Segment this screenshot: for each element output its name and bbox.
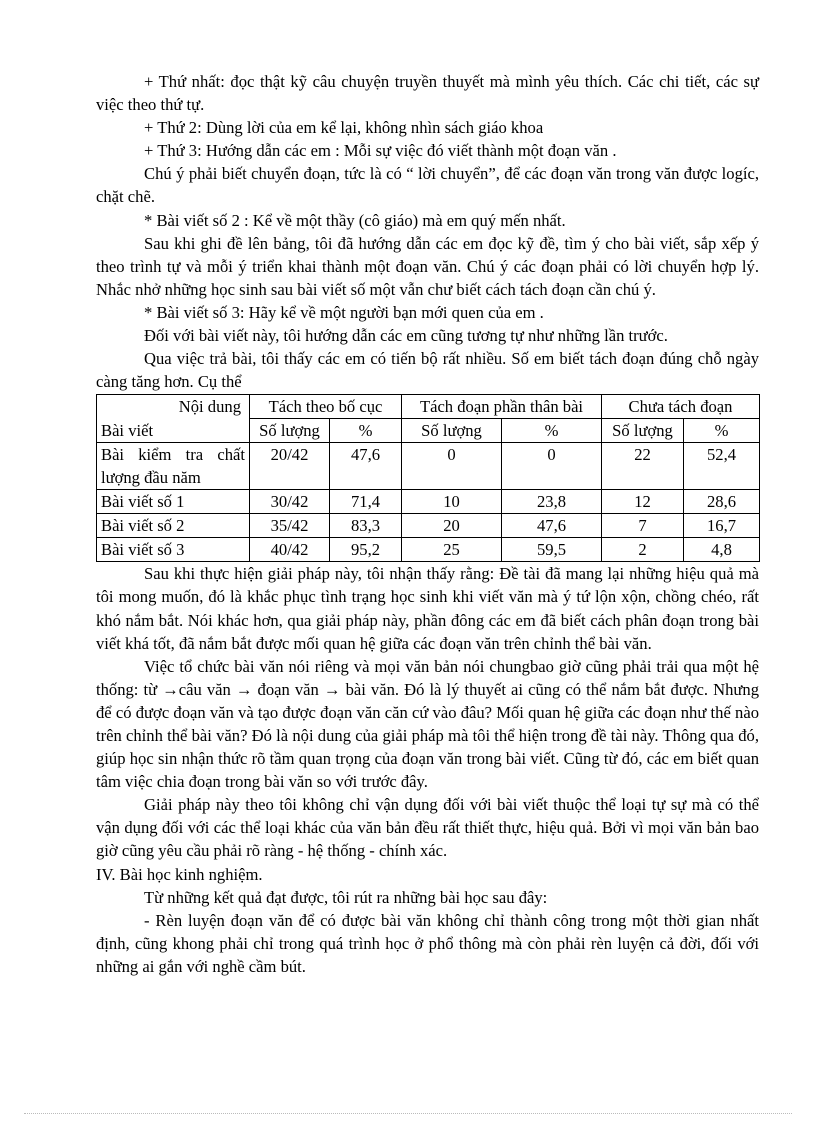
paragraph-assignment-3: * Bài viết số 3: Hãy kể về một người bạn mới quen của em .	[144, 302, 544, 322]
subheader-cell: %	[684, 419, 760, 443]
table-row	[97, 443, 760, 490]
table-cell: 0	[402, 443, 502, 490]
table-cell: 2	[602, 538, 684, 562]
table-row	[97, 490, 760, 514]
subheader-cell: Số lượng	[602, 419, 684, 443]
paragraph-guidance-2: Sau khi ghi đề lên bảng, tôi đã hướng dẫn các em đọc kỹ đề, tìm ý cho bài viết, sắp xếp ý theo trình tự và mỗi ý triển khai thành một đoạn văn. Chú ý các đoạn phải có lời chuyển hợp lý. Nhắc nhở những học sinh sau bài viết số một vẫn chư biết cách tách đoạn cần chú ý.	[96, 233, 759, 299]
corner-top-label: Nội dung	[178, 397, 241, 417]
paragraph-step-3: + Thứ 3: Hướng dẫn các em : Mỗi sự việc đó viết thành một đoạn văn .	[144, 141, 617, 161]
table-cell: 4,8	[684, 538, 760, 562]
table-cell: 52,4	[684, 443, 760, 490]
document-page	[96, 70, 759, 978]
corner-bottom-label: Bài viết	[101, 421, 154, 441]
table-cell: 20/42	[250, 443, 330, 490]
group-header-none: Chưa tách đoạn	[602, 395, 760, 419]
row-label: Bài viết số 3	[97, 538, 250, 562]
paragraph-results-intro: Qua việc trả bài, tôi thấy các em có tiến bộ rất nhiều. Số em biết tách đoạn đúng chỗ ngày càng tăng hơn. Cụ thể	[96, 349, 759, 392]
table-cell: 16,7	[684, 514, 760, 538]
table-corner-cell	[97, 395, 250, 443]
table-cell: 10	[402, 490, 502, 514]
group-header-body: Tách đoạn phần thân bài	[402, 395, 602, 419]
footer-divider	[24, 1113, 792, 1114]
results-table	[96, 394, 760, 562]
table-cell: 83,3	[330, 514, 402, 538]
table-cell: 0	[502, 443, 602, 490]
table-cell: 23,8	[502, 490, 602, 514]
table-cell: 71,4	[330, 490, 402, 514]
paragraph-lessons-intro: Từ những kết quả đạt được, tôi rút ra những bài học sau đây:	[144, 887, 548, 907]
table-cell: 20	[402, 514, 502, 538]
subheader-cell: %	[330, 419, 402, 443]
subheader-cell: Số lượng	[250, 419, 330, 443]
paragraph-step-1: + Thứ nhất: đọc thật kỹ câu chuyện truyền thuyết mà mình yêu thích. Các chi tiết, các sự việc theo thứ tự.	[96, 72, 759, 115]
paragraph-lesson-1: - Rèn luyện đoạn văn để có được bài văn không chỉ thành công trong một thời gian nhất định, cũng khong phải chỉ trong quá trình học ở phổ thông mà còn phải rèn luyện cả đời, đối với những ai gắn với nghề cầm bút.	[96, 910, 759, 976]
row-label: Bài viết số 2	[97, 514, 250, 538]
table-cell: 12	[602, 490, 684, 514]
row-label: Bài viết số 1	[97, 490, 250, 514]
table-cell: 7	[602, 514, 684, 538]
table-cell: 59,5	[502, 538, 602, 562]
subheader-cell: %	[502, 419, 602, 443]
table-cell: 40/42	[250, 538, 330, 562]
table-cell: 95,2	[330, 538, 402, 562]
paragraph-outcome: Sau khi thực hiện giải pháp này, tôi nhận thấy rằng: Đề tài đã mang lại những hiệu quả mà tôi mong muốn, đó là khắc phục tình trạng học sinh khi viết văn mà ý tứ lộn xộn, chồng chéo, rất khó nắm bắt. Nói khác hơn, qua giải pháp này, phần đông các em đã biết cách phân đoạn trong bài viết khá tốt, đã nắm bắt được mối quan hệ giữa các đoạn văn trên chỉnh thể bài văn.	[96, 564, 759, 653]
row-label: Bài kiểm tra chất lượng đầu năm	[97, 443, 250, 490]
paragraph-assignment-2: * Bài viết số 2 : Kể về một thầy (cô giáo) mà em quý mến nhất.	[144, 210, 566, 230]
table-row	[97, 538, 760, 562]
table-cell: 47,6	[502, 514, 602, 538]
subheader-cell: Số lượng	[402, 419, 502, 443]
table-cell: 28,6	[684, 490, 760, 514]
table-header-row	[97, 395, 760, 419]
table-cell: 25	[402, 538, 502, 562]
table-cell: 30/42	[250, 490, 330, 514]
table-row	[97, 514, 760, 538]
table-cell: 35/42	[250, 514, 330, 538]
group-header-layout: Tách theo bố cục	[250, 395, 402, 419]
paragraph-application: Giải pháp này theo tôi không chỉ vận dụng đối với bài viết thuộc thể loại tự sự mà có thể vận dụng đối với các thể loại khác của văn bản đều rất thiết thực, hiệu quả. Bởi vì mọi văn bản bao giờ cũng yêu cầu phải rõ ràng - hệ thống - chính xác.	[96, 795, 759, 861]
paragraph-step-2: + Thứ 2: Dùng lời của em kể lại, không nhìn sách giáo khoa	[144, 118, 544, 138]
table-cell: 47,6	[330, 443, 402, 490]
section-heading: IV. Bài học kinh nghiệm.	[96, 864, 263, 884]
paragraph-note: Chú ý phải biết chuyển đoạn, tức là có “ lời chuyển”, để các đoạn văn trong văn được logíc, chặt chẽ.	[96, 164, 759, 207]
paragraph-system: Việc tổ chức bài văn nói riêng và mọi văn bản nói chungbao giờ cũng phải trải qua một hệ thống: từ →câu văn → đoạn văn → bài văn. Đó là lý thuyết ai cũng có thể nắm bắt được. Nhưng để có được đoạn văn và tạo được đoạn văn căn cứ vào đâu? Mối quan hệ giữa các đoạn như thế nào trên chỉnh thể bài văn? Đó là nội dung của giải pháp mà tôi thể hiện trong đề tài này. Thông qua đó, giúp học sin nhận thức rõ tầm quan trọng của đoạn văn trong bài viết. Cũng từ đó, các em biết quan tâm việc chia đoạn trong bài văn so với trước đây.	[96, 656, 759, 792]
paragraph-guidance-3: Đối với bài viết này, tôi hướng dẫn các em cũng tương tự như những lần trước.	[144, 326, 668, 346]
table-cell: 22	[602, 443, 684, 490]
